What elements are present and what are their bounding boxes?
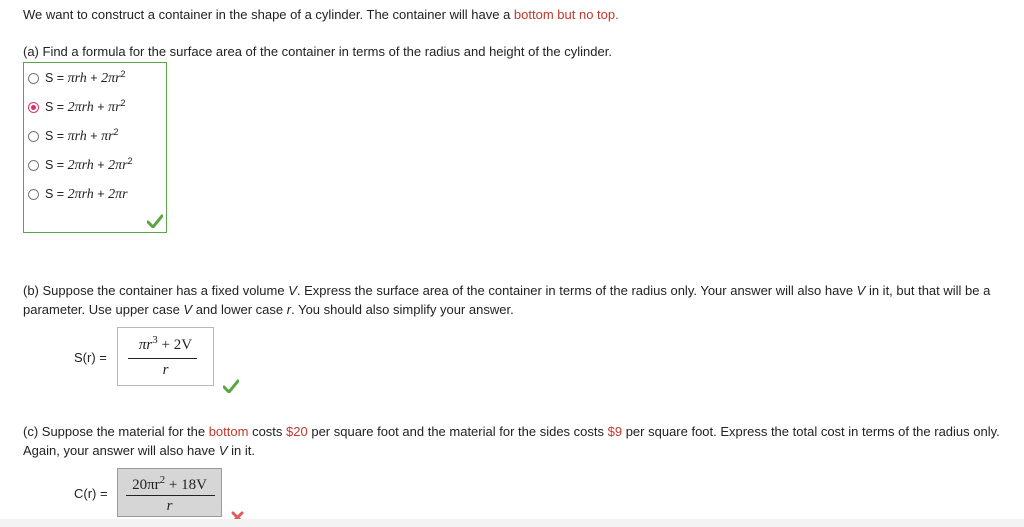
part-a-question: (a) Find a formula for the surface area of the container in terms of the radius and height of the cylinder. (23, 44, 612, 59)
c-of-r-label: C(r) = (74, 486, 108, 501)
s-of-r-answer-box[interactable] (117, 327, 214, 386)
eq-term: 2πrh (67, 158, 94, 174)
intro-text (23, 7, 619, 22)
choice-2-equation (45, 98, 126, 116)
eq-op: + (93, 158, 109, 173)
eq-prefix: S = (45, 158, 68, 173)
choice-4-equation (45, 156, 133, 174)
choice-5[interactable] (28, 186, 128, 202)
eq-op: + (86, 129, 102, 144)
num-rest: + 2V (157, 337, 193, 353)
eq-term: πr (108, 100, 121, 116)
highlight: $9 (607, 424, 623, 439)
denominator: r (166, 498, 173, 514)
text: in it, but that will be a parameter. Use upper case (23, 283, 991, 317)
math-var: V (218, 443, 228, 458)
choice-1-equation (45, 69, 126, 87)
part-c-question (23, 422, 1018, 460)
eq-exp: 2 (120, 97, 126, 108)
text: . You should also simplify your answer. (291, 302, 514, 317)
eq-term: πr (101, 129, 114, 145)
part-a-choices (23, 62, 167, 233)
c-of-r-answer-box[interactable] (117, 468, 222, 517)
highlight: $20 (286, 424, 308, 439)
text: per square foot and the material for the sides costs (307, 424, 608, 439)
text: costs (248, 424, 287, 439)
intro-text-main: We want to construct a container in the shape of a cylinder. The container will have a (23, 7, 514, 22)
text: . Express the surface area of the container in terms of the radius only. Your answer will also have (296, 283, 857, 298)
eq-term: 2πr (108, 187, 128, 203)
radio-button[interactable] (28, 189, 39, 200)
radio-button[interactable] (28, 160, 39, 171)
math-var: r (286, 302, 292, 317)
choice-5-equation (45, 185, 128, 203)
intro-highlight: bottom but no top. (513, 7, 619, 22)
eq-op: + (93, 100, 109, 115)
radio-button[interactable] (28, 131, 39, 142)
choice-4[interactable] (28, 157, 133, 173)
eq-prefix: S = (45, 100, 68, 115)
eq-prefix: S = (45, 71, 68, 86)
fraction-bar (128, 358, 197, 359)
numerator (118, 474, 221, 494)
eq-exp: 2 (113, 126, 119, 137)
radio-button[interactable] (28, 73, 39, 84)
eq-prefix: S = (45, 129, 68, 144)
num-exp: 3 (152, 334, 158, 346)
eq-op: + (93, 187, 109, 202)
eq-term: 2πr (101, 71, 121, 87)
eq-term: 2πrh (67, 187, 94, 203)
text: (c) Suppose the material for the (23, 424, 209, 439)
s-of-r-label: S(r) = (74, 350, 107, 365)
num-exp: 2 (159, 474, 166, 486)
choice-3-equation (45, 127, 119, 145)
eq-prefix: S = (45, 187, 68, 202)
text: (b) Suppose the container has a fixed volume (23, 283, 289, 298)
math-var: V (183, 302, 193, 317)
text: in it. (227, 443, 255, 458)
part-b-question (23, 281, 1018, 319)
eq-term: πrh (67, 129, 87, 145)
check-icon (147, 214, 163, 228)
eq-term: 2πr (108, 158, 128, 174)
eq-term: πrh (67, 71, 87, 87)
eq-exp: 2 (127, 155, 133, 166)
radio-button-selected[interactable] (28, 102, 39, 113)
num-rest: + 18V (165, 477, 207, 493)
choice-2[interactable] (28, 99, 126, 115)
text: and lower case (192, 302, 287, 317)
bottom-strip (0, 519, 1024, 527)
choice-3[interactable] (28, 128, 119, 144)
eq-term: 2πrh (67, 100, 94, 116)
fraction-bar (126, 495, 215, 496)
choice-1[interactable] (28, 70, 126, 86)
text: per square foot. Express the total cost in terms of the radius only. Again, your answer will also have (23, 424, 1000, 458)
denominator: r (162, 362, 169, 378)
eq-op: + (86, 71, 102, 86)
math-var: V (288, 283, 297, 298)
highlight: bottom (208, 424, 249, 439)
check-icon (223, 379, 239, 393)
math-var: V (856, 283, 866, 298)
num-term: 20πr (132, 477, 160, 493)
numerator (118, 334, 213, 354)
eq-exp: 2 (120, 68, 126, 79)
num-term: πr (138, 337, 153, 353)
